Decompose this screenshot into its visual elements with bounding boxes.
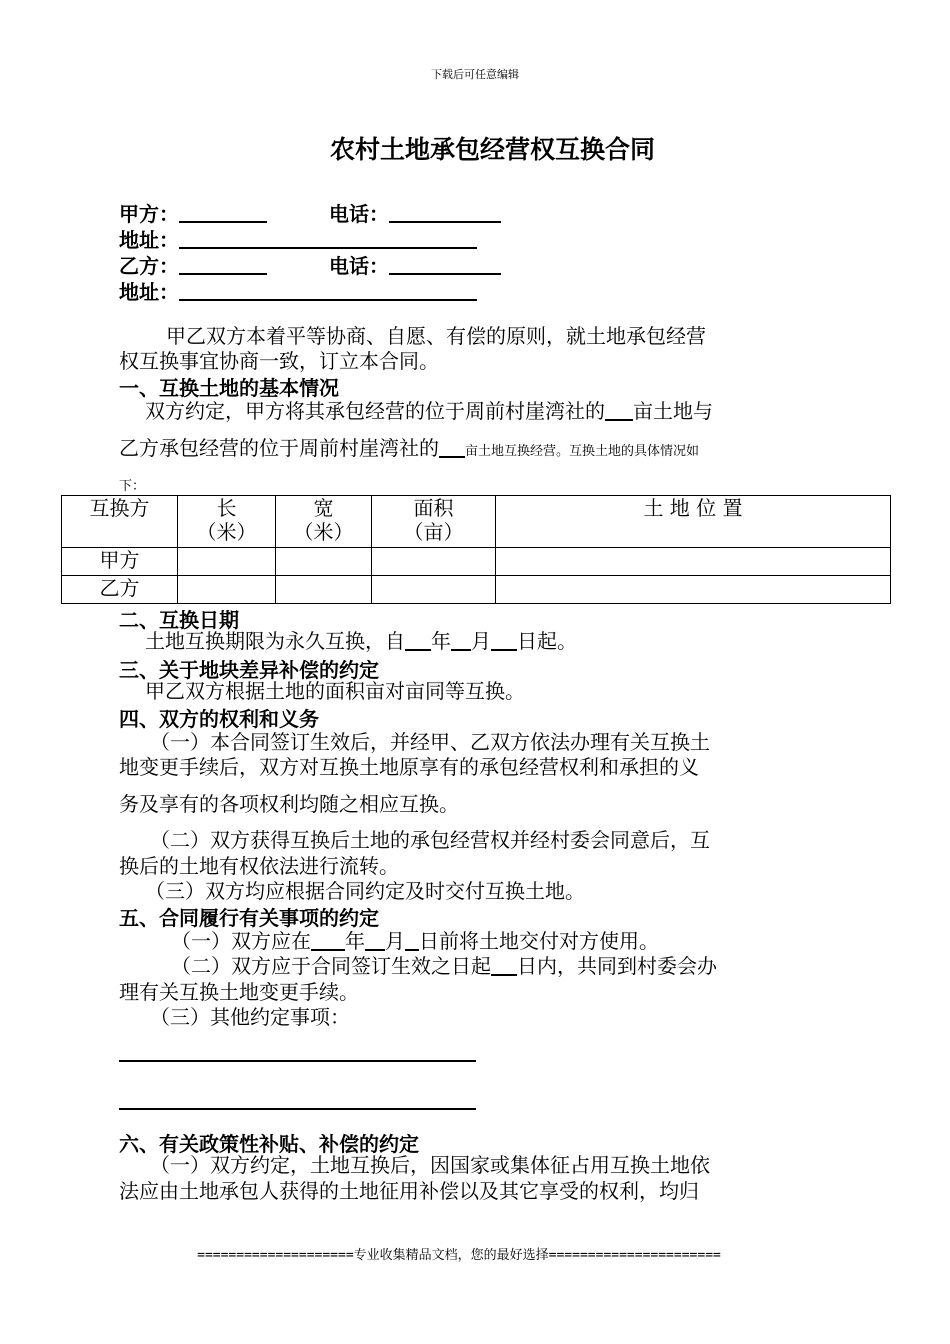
section-6-line-2: 法应由土地承包人获得的土地征用补偿以及其它享受的权利，均归 [119, 1179, 699, 1203]
party-a-line [119, 198, 501, 227]
row-party-b: 乙方 [62, 576, 178, 604]
section-2-text: 土地互换期限为永久互换，自 年 月 日起。 [145, 629, 577, 653]
header-note: 下载后可任意编辑 [431, 68, 519, 81]
land-exchange-table [61, 495, 891, 604]
section-3-text: 甲乙双方根据土地的面积亩对亩同等互换。 [145, 679, 525, 703]
section-5-p2-line-2: 理有关互换土地变更手续。 [119, 980, 359, 1004]
header-party: 互换方 [62, 496, 178, 548]
document-title: 农村土地承包经营权互换合同 [329, 135, 655, 164]
section-4-p2-line-2: 换后的土地有权依法进行流转。 [119, 854, 399, 878]
section-1-line-2: 乙方承包经营的位于周前村崖湾社的 亩土地互换经营。互换土地的具体情况如 [119, 436, 700, 460]
section-1-line-3: 下： [119, 479, 146, 494]
header-width: 宽 （米） [276, 496, 372, 548]
section-4-p1-line-1: （一）本合同签订生效后，并经甲、乙双方依法办理有关互换土 [150, 730, 710, 754]
acre-blank-a [605, 399, 633, 421]
party-b-address-label: 地址： [119, 280, 179, 304]
section-5-heading: 五、合同履行有关事项的约定 [119, 906, 379, 930]
party-a-address-blank [179, 227, 477, 249]
party-a-label: 甲方： [119, 202, 179, 226]
header-location: 土 地 位 置 [496, 496, 891, 548]
section-6-heading: 六、有关政策性补贴、补偿的约定 [119, 1132, 419, 1156]
header-area: 面积 （亩） [372, 496, 496, 548]
party-b-phone-blank [389, 253, 501, 275]
section-4-p2-line-1: （二）双方获得互换后土地的承包经营权并经村委会同意后，互 [150, 828, 710, 852]
party-a-phone-label: 电话： [329, 202, 389, 226]
preamble-line-1: 甲乙双方本着平等协商、自愿、有偿的原则，就土地承包经营 [166, 324, 706, 348]
party-b-phone-label: 电话： [329, 254, 389, 278]
party-a-phone-blank [389, 201, 501, 223]
section-5-p3: （三）其他约定事项： [150, 1005, 350, 1029]
section-1-line-1: 双方约定，甲方将其承包经营的位于周前村崖湾社的 亩土地与 [145, 399, 713, 423]
section-3-heading: 三、关于地块差异补偿的约定 [119, 658, 379, 682]
section-4-p1-line-3: 务及享有的各项权利均随之相应互换。 [119, 792, 459, 816]
section-6-line-1: （一）双方约定，土地互换后，因国家或集体征占用互换土地依 [150, 1153, 710, 1177]
section-1-heading: 一、互换土地的基本情况 [119, 376, 339, 400]
party-b-address-blank [179, 279, 477, 301]
table-row [62, 548, 891, 576]
party-b-blank [179, 253, 267, 275]
section-5-p1: （一）双方应在 年 月 日前将土地交付对方使用。 [171, 929, 659, 953]
section-4-p3: （三）双方均应根据合同约定及时交付互换土地。 [145, 879, 585, 903]
party-b-label: 乙方： [119, 254, 179, 278]
party-a-blank [179, 201, 267, 223]
acre-blank-b [439, 436, 465, 458]
other-items-line-2 [119, 1108, 476, 1110]
party-a-address-line [119, 224, 477, 253]
party-b-line [119, 250, 501, 279]
party-a-address-label: 地址： [119, 228, 179, 252]
section-5-p2-line-1: （二）双方应于合同签订生效之日起 日内，共同到村委会办 [171, 954, 717, 978]
table-row [62, 576, 891, 604]
header-length: 长 （米） [178, 496, 276, 548]
footer-banner: ====================专业收集精品文档，您的最好选择====================== [197, 1248, 721, 1263]
section-4-heading: 四、双方的权利和义务 [119, 707, 319, 731]
party-b-address-line [119, 276, 477, 305]
other-items-line-1 [119, 1060, 476, 1062]
row-party-a: 甲方 [62, 548, 178, 576]
section-2-heading: 二、互换日期 [119, 608, 239, 632]
preamble-line-2: 权互换事宜协商一致，订立本合同。 [119, 349, 439, 373]
section-4-p1-line-2: 地变更手续后，双方对互换土地原享有的承包经营权利和承担的义 [119, 755, 699, 779]
table-header-row [62, 496, 891, 548]
